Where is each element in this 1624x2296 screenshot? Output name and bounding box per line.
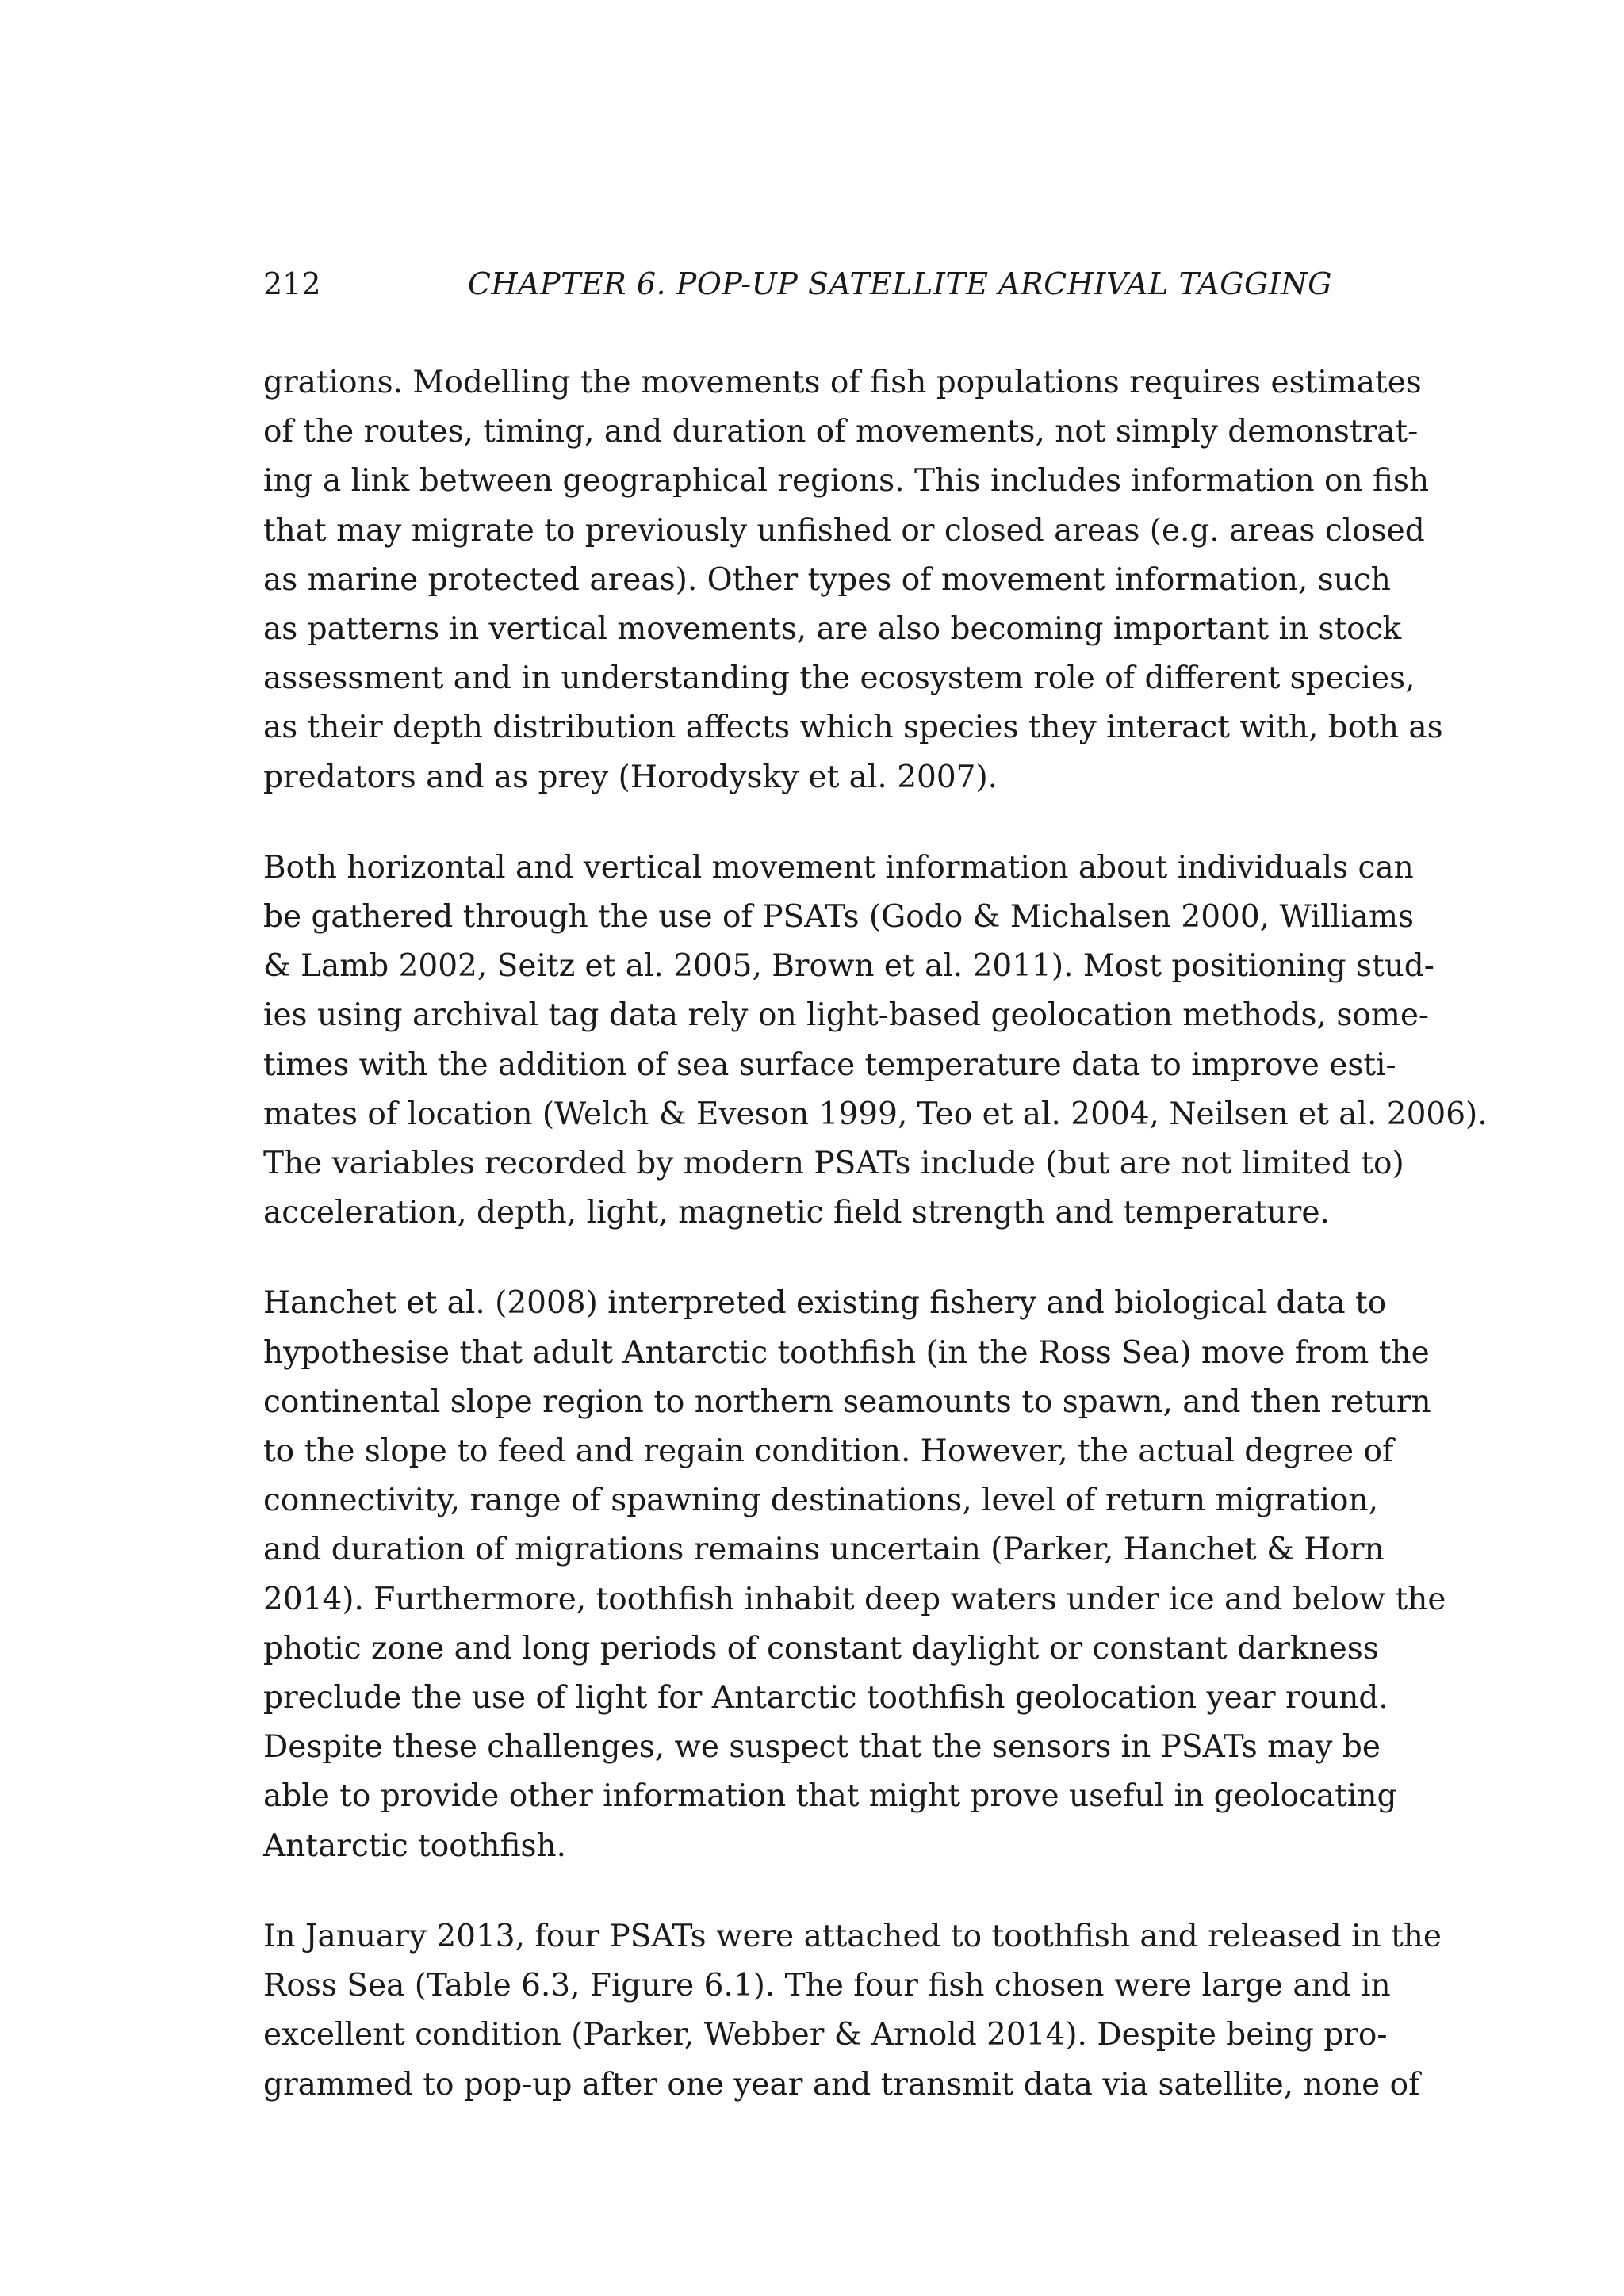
text-line: In January 2013, four PSATs were attached to toothfish and released in the bbox=[263, 1918, 1442, 1954]
text-line: as patterns in vertical movements, are also becoming important in stock bbox=[263, 611, 1402, 648]
text-line: ies using archival tag data rely on light-based geolocation methods, some- bbox=[263, 997, 1430, 1034]
text-line: preclude the use of light for Antarctic toothfish geolocation year round. bbox=[263, 1680, 1388, 1716]
text-line: continental slope region to northern seamounts to spawn, and then return bbox=[263, 1383, 1431, 1420]
paragraph bbox=[263, 844, 1488, 1238]
running-head bbox=[263, 252, 1332, 316]
text-line: be gathered through the use of PSATs (Godo & Michalsen 2000, Williams bbox=[263, 899, 1414, 936]
text-line: that may migrate to previously unfished or closed areas (e.g. areas closed bbox=[263, 512, 1425, 549]
text-line: connectivity, range of spawning destinations, level of return migration, bbox=[263, 1483, 1378, 1519]
page-number: 212 bbox=[263, 266, 321, 301]
text-line: The variables recorded by modern PSATs include (but are not limited to) bbox=[263, 1146, 1404, 1182]
text-line: times with the addition of sea surface temperature data to improve esti- bbox=[263, 1047, 1396, 1083]
paragraph bbox=[263, 1912, 1442, 2110]
text-line: photic zone and long periods of constant daylight or constant darkness bbox=[263, 1630, 1379, 1667]
text-line: hypothesise that adult Antarctic toothfish (in the Ross Sea) move from the bbox=[263, 1334, 1430, 1371]
chapter-title: CHAPTER 6. POP-UP SATELLITE ARCHIVAL TAGGING bbox=[467, 266, 1332, 301]
paragraph bbox=[263, 1279, 1446, 1870]
text-line: Despite these challenges, we suspect that the sensors in PSATs may be bbox=[263, 1729, 1381, 1766]
text-line: Hanchet et al. (2008) interpreted existing fishery and biological data to bbox=[263, 1285, 1387, 1322]
text-line: and duration of migrations remains uncertain (Parker, Hanchet & Horn bbox=[263, 1532, 1385, 1568]
document-page bbox=[263, 252, 1488, 2110]
text-line: of the routes, timing, and duration of movements, not simply demonstrat- bbox=[263, 414, 1419, 450]
text-line: grations. Modelling the movements of fish populations requires estimates bbox=[263, 365, 1422, 400]
text-line: 2014). Furthermore, toothfish inhabit deep waters under ice and below the bbox=[263, 1581, 1446, 1617]
text-line: & Lamb 2002, Seitz et al. 2005, Brown et al. 2011). Most positioning stud- bbox=[263, 948, 1434, 985]
text-line: mates of location (Welch & Eveson 1999, Teo et al. 2004, Neilsen et al. 2006). bbox=[263, 1096, 1488, 1132]
text-line: Both horizontal and vertical movement information about individuals can bbox=[263, 849, 1414, 886]
text-line: excellent condition (Parker, Webber & Arnold 2014). Despite being pro- bbox=[263, 2017, 1388, 2053]
text-line: to the slope to feed and regain condition. However, the actual degree of bbox=[263, 1433, 1394, 1470]
text-line: able to provide other information that might prove useful in geolocating bbox=[263, 1778, 1397, 1815]
text-line: acceleration, depth, light, magnetic field strength and temperature. bbox=[263, 1195, 1330, 1231]
text-line: as marine protected areas). Other types of movement information, such bbox=[263, 561, 1391, 598]
text-line: Antarctic toothfish. bbox=[263, 1827, 567, 1864]
text-line: assessment and in understanding the ecosystem role of different species, bbox=[263, 660, 1415, 697]
text-line: grammed to pop-up after one year and transmit data via satellite, none of bbox=[263, 2066, 1420, 2103]
body-text bbox=[263, 358, 1488, 2110]
paragraph bbox=[263, 358, 1443, 802]
text-line: ing a link between geographical regions. This includes information on fish bbox=[263, 463, 1430, 499]
text-line: as their depth distribution affects which species they interact with, both as bbox=[263, 710, 1443, 746]
text-line: Ross Sea (Table 6.3, Figure 6.1). The four fish chosen were large and in bbox=[263, 1968, 1391, 2004]
text-line: predators and as prey (Horodysky et al. 2007). bbox=[263, 759, 998, 795]
